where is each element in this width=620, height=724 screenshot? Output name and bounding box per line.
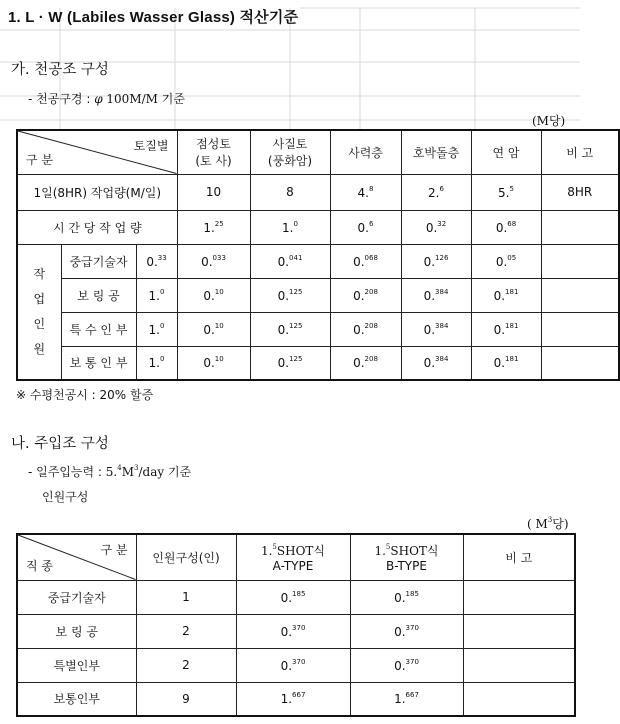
special-boulder: 0.$^{384}$ bbox=[401, 312, 471, 346]
daily-sand: 8 bbox=[250, 174, 330, 210]
crew-label-special-laborer: 특 수 인 부 bbox=[61, 312, 136, 346]
drilling-crew-table bbox=[16, 129, 620, 381]
crew-label-common-laborer: 보 통 인 부 bbox=[61, 346, 136, 380]
driller-sand: 0.$^{125}$ bbox=[250, 278, 330, 312]
hourly-soft-rock: 0.68 bbox=[471, 210, 541, 244]
driller-remarks bbox=[541, 278, 619, 312]
header-division-b: 구 분 bbox=[100, 543, 128, 557]
section-a-heading: 가. 천공조 구성 bbox=[11, 62, 109, 78]
hourly-clay: 1.25 bbox=[177, 210, 250, 244]
b-a-engineer: 0.$^{185}$ bbox=[236, 580, 350, 614]
driller-clay: 0.10 bbox=[177, 278, 250, 312]
crew-base-driller: 1.$^0$ bbox=[136, 278, 177, 312]
b-a-common-laborer: 1.$^{667}$ bbox=[236, 682, 350, 716]
daily-soft-rock: 5.$^5$ bbox=[471, 174, 541, 210]
b-count-special-laborer: 2 bbox=[136, 648, 236, 682]
section-b-unit: ( $M^3$당) bbox=[527, 516, 569, 531]
col-header-remarks-b: 비 고 bbox=[463, 534, 575, 580]
b-label-engineer: 중급기술자 bbox=[17, 580, 136, 614]
engineer-clay: 0.$^{033}$ bbox=[177, 244, 250, 278]
col-header-remarks: 비 고 bbox=[541, 130, 619, 174]
engineer-remarks bbox=[541, 244, 619, 278]
hourly-remarks bbox=[541, 210, 619, 244]
header-job-type: 직 종 bbox=[26, 558, 53, 573]
col-header-crew-count: 인원구성(인) bbox=[136, 534, 236, 580]
special-sand: 0.$^{125}$ bbox=[250, 312, 330, 346]
daily-clay: 10 bbox=[177, 174, 250, 210]
document-title: 1. L · W (Labiles Wasser Glass) 적산기준 bbox=[8, 9, 299, 26]
driller-boulder: 0.$^{384}$ bbox=[401, 278, 471, 312]
b-count-driller: 2 bbox=[136, 614, 236, 648]
hourly-sand: 1.$^0$ bbox=[250, 210, 330, 244]
special-soft-rock: 0.$^{181}$ bbox=[471, 312, 541, 346]
header-diagonal-cell-b bbox=[17, 534, 136, 580]
section-a-spec: - 천공구경 : φ 100M/M 기준 bbox=[28, 92, 185, 106]
crew-base-common-laborer: 1.$^0$ bbox=[136, 346, 177, 380]
injection-crew-table bbox=[16, 533, 576, 717]
common-clay: 0.10 bbox=[177, 346, 250, 380]
crew-base-engineer: 0.33 bbox=[136, 244, 177, 278]
crew-label-driller: 보 링 공 bbox=[61, 278, 136, 312]
hourly-boulder: 0.32 bbox=[401, 210, 471, 244]
driller-soft-rock: 0.$^{181}$ bbox=[471, 278, 541, 312]
driller-gravel: 0.$^{208}$ bbox=[330, 278, 401, 312]
crew-label-engineer: 중급기술자 bbox=[61, 244, 136, 278]
col-header-a-type: 1.$^5$SHOT식 A-TYPE bbox=[236, 534, 350, 580]
col-header-soft-rock: 연 암 bbox=[471, 130, 541, 174]
col-header-boulder: 호박돌층 bbox=[401, 130, 471, 174]
b-a-special-laborer: 0.$^{370}$ bbox=[236, 648, 350, 682]
daily-gravel: 4.$^8$ bbox=[330, 174, 401, 210]
group-label-work-crew: 작 업 인 원 bbox=[17, 244, 61, 380]
b-remarks-special-laborer bbox=[463, 648, 575, 682]
common-boulder: 0.$^{384}$ bbox=[401, 346, 471, 380]
b-b-driller: 0.$^{370}$ bbox=[350, 614, 463, 648]
b-b-special-laborer: 0.$^{370}$ bbox=[350, 648, 463, 682]
b-label-common-laborer: 보통인부 bbox=[17, 682, 136, 716]
b-count-engineer: 1 bbox=[136, 580, 236, 614]
common-sand: 0.$^{125}$ bbox=[250, 346, 330, 380]
b-b-common-laborer: 1.$^{667}$ bbox=[350, 682, 463, 716]
b-remarks-driller bbox=[463, 614, 575, 648]
b-count-common-laborer: 9 bbox=[136, 682, 236, 716]
b-remarks-engineer bbox=[463, 580, 575, 614]
row-label-hourly-output: 시 간 당 작 업 량 bbox=[17, 210, 177, 244]
engineer-sand: 0.$^{041}$ bbox=[250, 244, 330, 278]
special-remarks bbox=[541, 312, 619, 346]
col-header-sand: 사질토 (풍화암) bbox=[250, 130, 330, 174]
engineer-soft-rock: 0.05 bbox=[471, 244, 541, 278]
engineer-boulder: 0.$^{126}$ bbox=[401, 244, 471, 278]
engineer-gravel: 0.$^{068}$ bbox=[330, 244, 401, 278]
col-header-b-type: 1.$^5$SHOT식 B-TYPE bbox=[350, 534, 463, 580]
section-a-unit: (M당) bbox=[532, 114, 566, 128]
crew-base-special-laborer: 1.$^0$ bbox=[136, 312, 177, 346]
b-b-engineer: 0.$^{185}$ bbox=[350, 580, 463, 614]
footnote-horizontal-drilling: ※ 수평천공시 : 20% 할증 bbox=[16, 388, 154, 402]
header-diagonal-cell bbox=[17, 130, 177, 174]
b-label-special-laborer: 특별인부 bbox=[17, 648, 136, 682]
hourly-gravel: 0.$^6$ bbox=[330, 210, 401, 244]
special-clay: 0.10 bbox=[177, 312, 250, 346]
section-b-heading: 나. 주입조 구성 bbox=[11, 436, 109, 452]
common-gravel: 0.$^{208}$ bbox=[330, 346, 401, 380]
header-division: 구 분 bbox=[26, 152, 53, 167]
b-remarks-common-laborer bbox=[463, 682, 575, 716]
section-b-capacity: - 일주입능력 : $5.^4M^3$/day 기준 bbox=[28, 464, 192, 479]
header-soil-type: 토질별 bbox=[133, 139, 169, 153]
special-gravel: 0.$^{208}$ bbox=[330, 312, 401, 346]
b-a-driller: 0.$^{370}$ bbox=[236, 614, 350, 648]
daily-boulder: 2.$^6$ bbox=[401, 174, 471, 210]
common-soft-rock: 0.$^{181}$ bbox=[471, 346, 541, 380]
section-b-crew-label: 인원구성 bbox=[42, 490, 89, 504]
row-label-daily-output: 1일(8HR) 작업량(M/일) bbox=[17, 174, 177, 210]
col-header-gravel: 사력층 bbox=[330, 130, 401, 174]
daily-remarks: 8HR bbox=[541, 174, 619, 210]
col-header-clay: 점성토 (토 사) bbox=[177, 130, 250, 174]
common-remarks bbox=[541, 346, 619, 380]
b-label-driller: 보 링 공 bbox=[17, 614, 136, 648]
